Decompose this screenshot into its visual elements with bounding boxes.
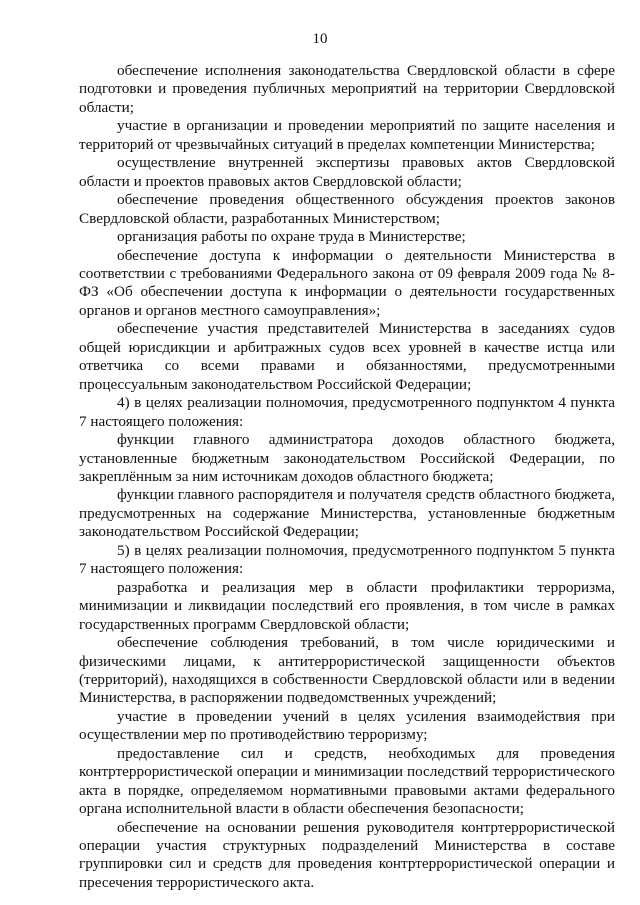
paragraph: обеспечение соблюдения требований, в том числе юридическими и физическими лицами, к антитеррористической защищенности объектов (территорий), находящихся в собственности Свердловской области или в ведении Министерства, в распоряжении подведомственных учреждений; — [79, 634, 615, 707]
paragraph: 4) в целях реализации полномочия, предусмотренного подпунктом 4 пункта 7 настоящего положения: — [79, 394, 615, 430]
paragraph: участие в организации и проведении мероприятий по защите населения и территорий от чрезвычайных ситуаций в пределах компетенции Министерства; — [79, 117, 615, 153]
paragraph: обеспечение проведения общественного обсуждения проектов законов Свердловской области, разработанных Министерством; — [79, 191, 615, 227]
paragraph: обеспечение на основании решения руководителя контртеррористической операции участия структурных подразделений Министерства в составе группировки сил и средств для проведения контртеррористической операции и пресечения террористического акта. — [79, 818, 615, 891]
paragraph: осуществление внутренней экспертизы правовых актов Свердловской области и проектов правовых актов Свердловской области; — [79, 154, 615, 190]
paragraph: обеспечение исполнения законодательства Свердловской области в сфере подготовки и проведения публичных мероприятий на территории Свердловской области; — [79, 62, 615, 116]
paragraph: обеспечение доступа к информации о деятельности Министерства в соответствии с требованиями Федерального закона от 09 февраля 2009 года № 8-ФЗ «Об обеспечении доступа к информации о деятельности государственных органов и органов местного самоуправления»; — [79, 246, 615, 319]
paragraph: разработка и реализация мер в области профилактики терроризма, минимизации и ликвидации последствий его проявления, в том числе в рамках государственных программ Свердловской области; — [79, 578, 615, 633]
document-body — [79, 62, 615, 892]
paragraph: обеспечение участия представителей Министерства в заседаниях судов общей юрисдикции и арбитражных судов всех уровней в качестве истца или ответчика со всеми правами и обязанностями, предусмотренными процессуальным законодательством Российской Федерации; — [79, 320, 615, 393]
paragraph: предоставление сил и средств, необходимых для проведения контртеррористической операции и минимизации последствий террористического акта в порядке, определяемом нормативными правовыми актами федерального органа исполнительной власти в области обеспечения безопасности; — [79, 744, 615, 818]
paragraph: организация работы по охране труда в Министерстве; — [117, 228, 466, 246]
paragraph: функции главного распорядителя и получателя средств областного бюджета, предусмотренных на содержание Министерства, установленные бюджетным законодательством Российской Федерации; — [79, 486, 615, 541]
paragraph: функции главного администратора доходов областного бюджета, установленные бюджетным законодательством Российской Федерации, по закреплённым за ним источникам доходов областного бюджета; — [79, 431, 615, 485]
paragraph: участие в проведении учений в целях усиления взаимодействия при осуществлении мер по противодействию терроризму; — [79, 707, 615, 744]
page-number: 10 — [312, 31, 328, 47]
paragraph: 5) в целях реализации полномочия, предусмотренного подпунктом 5 пункта 7 настоящего положения: — [79, 541, 615, 578]
